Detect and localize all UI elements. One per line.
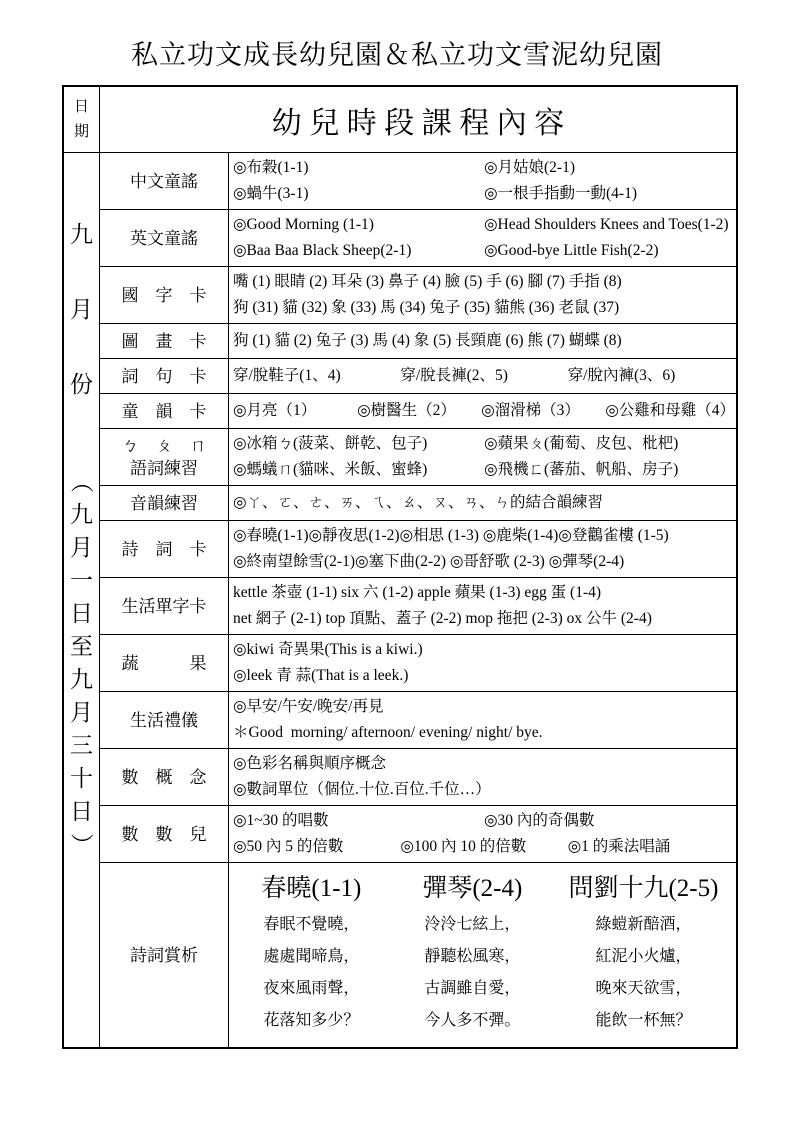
- row-content: [229, 429, 736, 485]
- content-segment: ◎1~30 的唱數: [233, 812, 329, 829]
- content-line: [233, 431, 735, 457]
- poem-column: [229, 869, 394, 1037]
- date-header-char: 日: [73, 98, 89, 115]
- content-line: [233, 549, 735, 575]
- row-content: [229, 394, 736, 428]
- row-label: [100, 153, 229, 209]
- row-label: [100, 210, 229, 266]
- content-segment: ◎30 內的奇偶數: [484, 812, 595, 829]
- content-segment: ◎50 內 5 的倍數: [233, 838, 344, 855]
- row-label-line: 語詞練習: [130, 459, 198, 478]
- curriculum-rows: [100, 153, 736, 1047]
- content-segment: 嘴 (1) 眼睛 (2) 耳朵 (3) 鼻子 (4) 臉 (5) 手 (6) 腳 (7) 手指 (8): [233, 273, 622, 290]
- date-range-group: [70, 470, 93, 866]
- table-row: [100, 394, 736, 429]
- row-label-line: 數 數 兒: [121, 824, 207, 844]
- date-char: 三: [70, 733, 93, 758]
- poem-line: 花落知多少？: [263, 1012, 360, 1029]
- poem-line: 靜聽松風寒，: [424, 948, 521, 965]
- row-label-line: 生活禮儀: [130, 710, 198, 730]
- row-label-line: 生活單字卡: [121, 596, 207, 616]
- content-segment: ◎終南望餘雪(2-1)◎塞下曲(2-2) ◎哥舒歌 (2-3) ◎彈琴(2-4): [233, 553, 625, 570]
- content-segment: kettle 茶壺 (1-1) six 六 (1-2) apple 蘋果 (1-3) egg 蛋 (1-4): [233, 584, 602, 601]
- row-content: [229, 578, 736, 634]
- row-label: [100, 359, 229, 393]
- table-row: [100, 153, 736, 210]
- date-char: 月: [70, 297, 93, 322]
- row-label-line: 數 概 念: [121, 767, 207, 787]
- row-label: [100, 324, 229, 358]
- row-label: [100, 429, 229, 485]
- poetry-row: [100, 863, 736, 1047]
- table-row: [100, 429, 736, 486]
- row-label-line: 音韻練習: [130, 493, 198, 513]
- content-segment: ◎早安/午安/晚安/再見: [233, 698, 384, 715]
- poem-line: 今人多不彈。: [424, 1012, 521, 1029]
- page-title: 私立功文成長幼兒園＆私立功文雪泥幼兒園: [131, 40, 663, 70]
- row-label: [100, 806, 229, 862]
- row-label: [100, 635, 229, 691]
- content-segment: ◎Head Shoulders Knees and Toes(1-2): [484, 216, 729, 233]
- content-line: [233, 580, 735, 606]
- content-segment: ◎蝸牛(3-1): [233, 185, 309, 202]
- date-char: 日: [70, 799, 93, 824]
- content-line: [233, 396, 735, 426]
- row-content: [229, 521, 736, 577]
- content-segment: ◎100 內 10 的倍數: [400, 838, 527, 855]
- content-segment: ◎ㄚ、ㄛ、ㄜ、ㄞ、ㄟ、ㄠ、ㄡ、ㄢ、ㄣ的結合韻練習: [233, 494, 604, 511]
- row-content: [229, 749, 736, 805]
- content-line: [233, 663, 735, 689]
- main-header-cell: 幼 兒 時 段 課 程 內 容: [271, 106, 565, 140]
- row-content: [229, 359, 736, 393]
- row-label: [100, 267, 229, 323]
- row-content: [229, 806, 736, 862]
- content-line: [233, 523, 735, 549]
- content-line: [233, 777, 735, 803]
- content-line: [233, 181, 735, 207]
- poem-grid: [229, 863, 736, 1047]
- content-segment: ◎Baa Baa Black Sheep(2-1): [233, 242, 412, 259]
- table-body: [64, 153, 736, 1047]
- content-line: [233, 326, 735, 356]
- poem-line: 紅泥小火爐，: [595, 948, 692, 965]
- content-segment: ◎蘋果ㄆ(葡萄、皮包、枇杷): [484, 435, 679, 452]
- date-char: 一: [70, 568, 93, 593]
- content-segment: ◎Good Morning (1-1): [233, 216, 374, 233]
- content-line: [233, 694, 735, 720]
- table-header-row: [64, 87, 736, 153]
- content-segment: ◎Good-bye Little Fish(2-2): [484, 242, 659, 259]
- content-line: [233, 295, 735, 321]
- poem-line: 古調雖自愛，: [424, 980, 521, 997]
- poem-title: 春曉(1-1): [261, 875, 362, 902]
- content-line: [233, 751, 735, 777]
- table-row: [100, 324, 736, 359]
- content-line: [233, 238, 735, 264]
- date-char: 九: [70, 222, 93, 247]
- row-content: [229, 692, 736, 748]
- date-char: 九: [70, 502, 93, 527]
- content-line: [233, 637, 735, 663]
- row-content: [229, 210, 736, 266]
- content-line: [233, 834, 735, 860]
- content-segment: ◎色彩名稱與順序概念: [233, 755, 387, 772]
- row-content: [229, 635, 736, 691]
- row-label: [100, 521, 229, 577]
- content-segment: ◎1 的乘法唱誦: [567, 838, 671, 855]
- poem-line: 能飲一杯無？: [595, 1012, 692, 1029]
- content-segment: ◎冰箱ㄅ(菠菜、餅乾、包子): [233, 435, 428, 452]
- date-month-group: [70, 223, 93, 448]
- content-segment: ◎kiwi 奇異果(This is a kiwi.): [233, 641, 423, 658]
- content-segment: 穿/脫長褲(2、5): [400, 367, 508, 384]
- table-row: [100, 806, 736, 863]
- content-segment: ◎螞蟻ㄇ(貓咪、米飯、蜜蜂): [233, 461, 428, 478]
- poem-line: 綠螘新醅酒，: [595, 916, 692, 933]
- date-column: [64, 153, 100, 1047]
- row-content: [229, 153, 736, 209]
- row-label-line: 童 韻 卡: [121, 401, 207, 421]
- row-label: [100, 863, 229, 1047]
- content-line: [233, 269, 735, 295]
- content-line: [233, 720, 735, 746]
- poem-line: 泠泠七絃上，: [424, 916, 521, 933]
- date-char: 九: [70, 667, 93, 692]
- content-segment: 狗 (1) 貓 (2) 兔子 (3) 馬 (4) 象 (5) 長頸鹿 (6) 熊 (7) 蝴蝶 (8): [233, 332, 622, 349]
- date-char: 日: [70, 601, 93, 626]
- content-segment: 穿/脫鞋子(1、4): [233, 367, 341, 384]
- row-label-line: 詩 詞 卡: [121, 539, 207, 559]
- date-char: 份: [70, 372, 93, 397]
- table-row: [100, 692, 736, 749]
- poem-line: 夜來風雨聲，: [263, 980, 360, 997]
- content-segment: ◎樹醫生（2）: [357, 402, 456, 419]
- poem-line: 處處聞啼鳥，: [263, 948, 360, 965]
- row-label-line: 蔬 果: [121, 653, 207, 673]
- row-label-line: 詞 句 卡: [121, 366, 207, 386]
- poem-title: 彈琴(2-4): [422, 875, 523, 902]
- content-segment: ◎leek 青 蒜(That is a leek.): [233, 667, 409, 684]
- date-header-char: 期: [73, 123, 89, 140]
- table-row: [100, 749, 736, 806]
- content-line: [233, 155, 735, 181]
- content-segment: ◎春曉(1-1)◎靜夜思(1-2)◎相思 (1-3) ◎鹿柴(1-4)◎登鸛雀樓 (1-5): [233, 527, 669, 544]
- date-char: ）: [69, 833, 94, 856]
- row-content: [229, 324, 736, 358]
- row-label: [100, 486, 229, 520]
- row-label: [100, 578, 229, 634]
- table-row: [100, 635, 736, 692]
- content-line: [233, 457, 735, 483]
- table-row: [100, 267, 736, 324]
- content-segment: ◎布穀(1-1): [233, 159, 309, 176]
- content-segment: ◎公雞和母雞（4）: [605, 402, 736, 419]
- content-line: [233, 606, 735, 632]
- date-char: 十: [70, 766, 93, 791]
- content-line: [233, 808, 735, 834]
- poem-column: [394, 869, 551, 1037]
- content-segment: ◎溜滑梯（3）: [481, 402, 580, 419]
- row-content: [229, 267, 736, 323]
- row-content: [229, 486, 736, 520]
- content-line: [233, 361, 735, 391]
- poem-line: 晚來天欲雪，: [595, 980, 692, 997]
- content-line: [233, 212, 735, 238]
- date-char: 月: [70, 700, 93, 725]
- date-char: 至: [70, 634, 93, 659]
- content-segment: ◎月姑娘(2-1): [484, 159, 576, 176]
- row-label-line: 英文童謠: [130, 228, 198, 248]
- date-char: （: [69, 470, 94, 493]
- content-segment: net 網子 (2-1) top 頂點、蓋子 (2-2) mop 拖把 (2-3) ox 公牛 (2-4): [233, 610, 652, 627]
- row-label: [100, 394, 229, 428]
- row-label-line: 中文童謠: [130, 171, 198, 191]
- table-row: [100, 359, 736, 394]
- poem-column: [551, 869, 736, 1037]
- poem-title: 問劉十九(2-5): [568, 875, 719, 902]
- content-segment: ◎月亮（1）: [233, 402, 317, 419]
- table-row: [100, 521, 736, 578]
- table-row: [100, 210, 736, 267]
- content-segment: ◎一根手指動一動(4-1): [484, 185, 638, 202]
- content-segment: ◎數詞單位（個位.十位.百位.千位…）: [233, 781, 491, 798]
- poem-line: 春眠不覺曉，: [263, 916, 360, 933]
- row-label-line: 國 字 卡: [121, 285, 207, 305]
- content-segment: 穿/脫內褲(3、6): [567, 367, 676, 384]
- row-label-line: ㄅ ㄆ ㄇ: [121, 436, 207, 455]
- date-header-cell: [64, 87, 100, 152]
- content-line: [233, 488, 735, 518]
- row-label-line: 圖 畫 卡: [121, 331, 207, 351]
- content-segment: 狗 (31) 貓 (32) 象 (33) 馬 (34) 兔子 (35) 貓熊 (36) 老鼠 (37): [233, 299, 620, 316]
- table-row: [100, 578, 736, 635]
- date-char: 月: [70, 535, 93, 560]
- content-segment: ◎飛機ㄈ(蕃茄、帆船、房子): [484, 461, 679, 478]
- content-segment: ＊Good morning/ afternoon/ evening/ night/ bye.: [233, 724, 543, 741]
- curriculum-table: [62, 85, 738, 1049]
- row-label: [100, 692, 229, 748]
- row-label-line: 詩詞賞析: [130, 945, 198, 965]
- row-label: [100, 749, 229, 805]
- table-row: [100, 486, 736, 521]
